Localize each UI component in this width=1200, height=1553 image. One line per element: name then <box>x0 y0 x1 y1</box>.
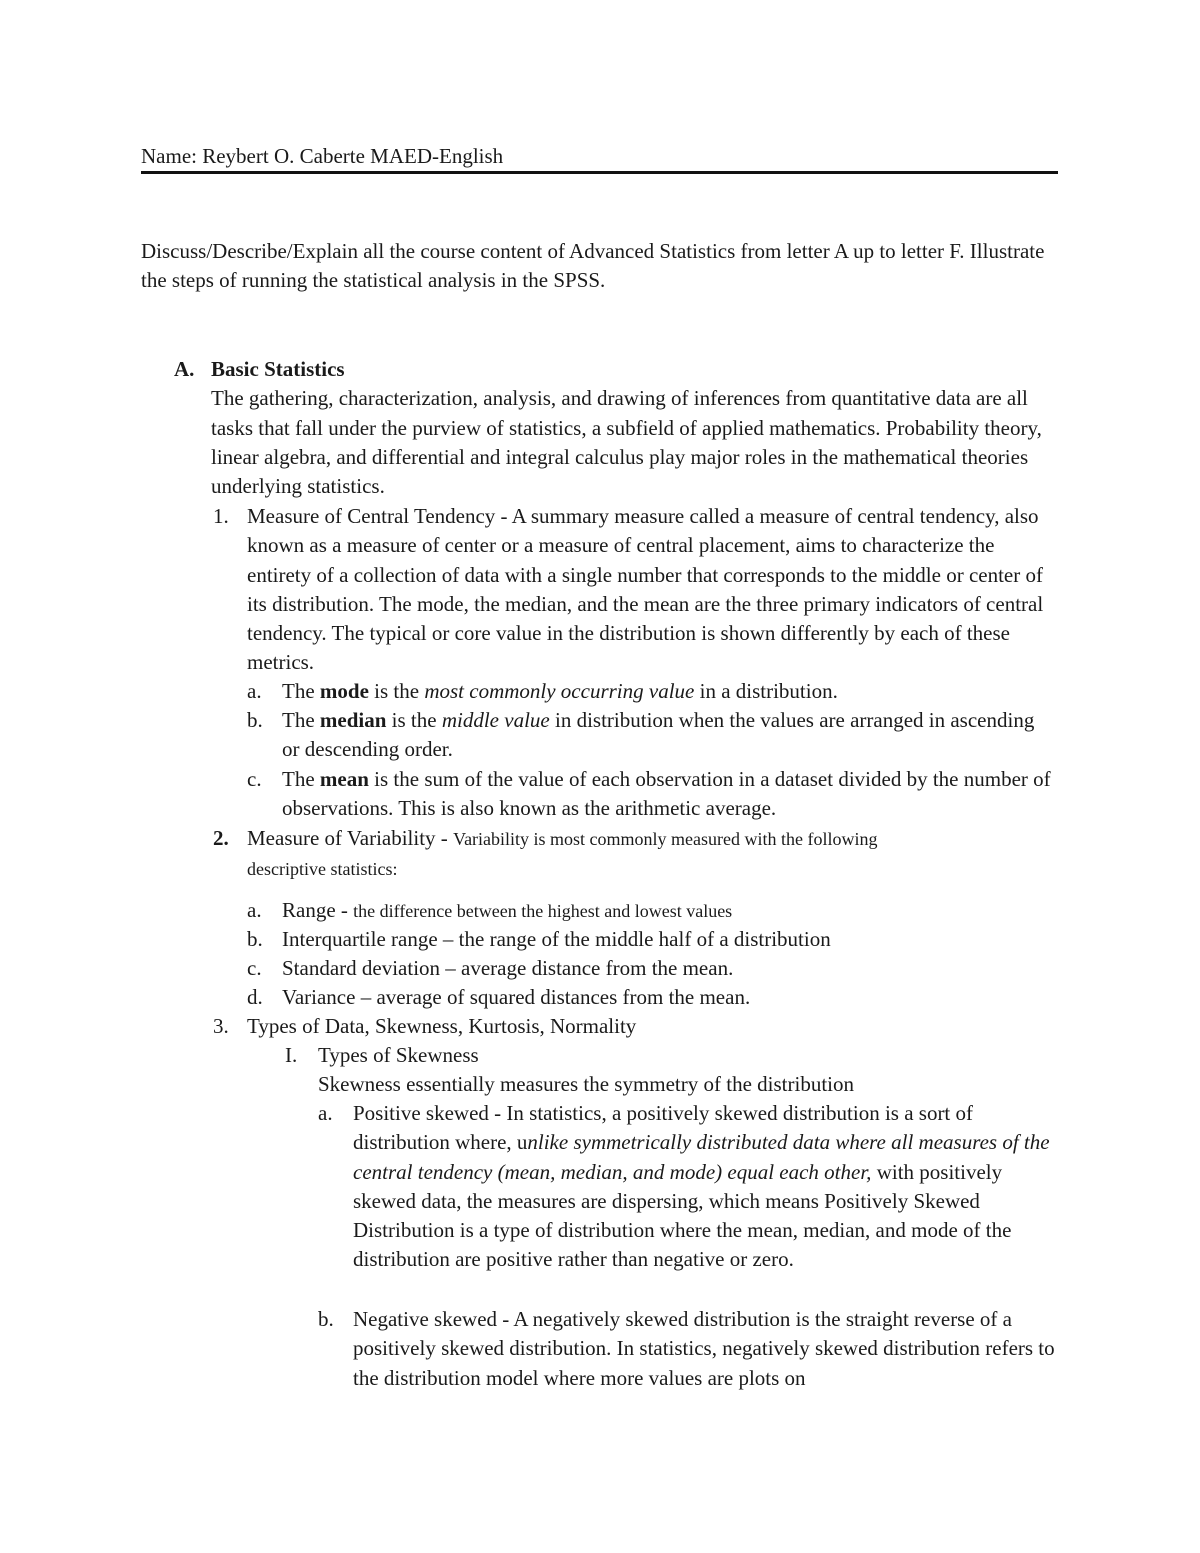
central-tendency-text: Measure of Central Tendency - A summary measure called a measure of central tendency, also known as a measure of center or a measure of central placement, aims to characterize the entirety of a collection of data with a single number that corresponds to the middle or center of its distribution. The mode, the median, and the mean are the three primary indicators of central tendency. The typical or core value in the distribution is shown differently by each of these metrics. <box>247 504 1044 675</box>
section-intro: The gathering, characterization, analysis, and drawing of inferences from quantitative data are all tasks that fall under the purview of statistics, a subfield of applied mathematics. Probability theory, linear algebra, and differential and integral calculus play major roles in the mathematical theories underlying statistics. <box>211 386 1042 499</box>
types-of-data-text: Types of Data, Skewness, Kurtosis, Normality <box>247 1014 637 1038</box>
sub-letter: d. <box>247 985 263 1009</box>
sub-letter: c. <box>247 767 262 791</box>
name-header: Name: Reybert O. Caberte MAED-English <box>141 143 1058 174</box>
section-letter: A. <box>174 357 195 381</box>
sub-letter: b. <box>318 1307 334 1331</box>
skewness-description: Skewness essentially measures the symmetry of the distribution <box>318 1072 854 1096</box>
sub-letter: b. <box>247 708 263 732</box>
sub-item-text: The median is the middle value in distribution when the values are arranged in ascending or descending order. <box>282 708 1035 762</box>
list-number: 2. <box>213 826 229 850</box>
sub-letter: b. <box>247 927 263 951</box>
sub-letter: a. <box>247 679 262 703</box>
sub-letter: c. <box>247 956 262 980</box>
section-title: Basic Statistics <box>211 357 345 381</box>
sub-item-text: Variance – average of squared distances from the mean. <box>282 985 751 1009</box>
sub-item-text: Interquartile range – the range of the middle half of a distribution <box>282 927 831 951</box>
roman-numeral: I. <box>285 1043 298 1067</box>
roman-title: Types of Skewness <box>318 1043 479 1067</box>
sub-item-text: Positive skewed - In statistics, a positively skewed distribution is a sort of distribution where, unlike symmetrically distributed data where all measures of the central tendency (mean, median, and mode) equal each other, with positively skewed data, the measures are dispersing, which means Positively Skewed Distribution is a type of distribution where the mean, median, and mode of the distribution are positive rather than negative or zero. <box>353 1101 1050 1272</box>
sub-item-text: Range - the difference between the highest and lowest values <box>282 898 733 922</box>
sub-letter: a. <box>247 898 262 922</box>
sub-letter: a. <box>318 1101 333 1125</box>
sub-item-text: Standard deviation – average distance from the mean. <box>282 956 734 980</box>
sub-item-text: The mean is the sum of the value of each observation in a dataset divided by the number of observations. This is also known as the arithmetic average. <box>282 767 1051 821</box>
sub-item-text: The mode is the most commonly occurring value in a distribution. <box>282 679 838 703</box>
instructions-paragraph: Discuss/Describe/Explain all the course content of Advanced Statistics from letter A up to letter F. Illustrate the steps of running the statistical analysis in the SPSS. <box>141 239 1045 293</box>
sub-item-text: Negative skewed - A negatively skewed distribution is the straight reverse of a positively skewed distribution. In statistics, negatively skewed distribution refers to the distribution model where more values are plots on <box>353 1307 1055 1390</box>
list-number: 1. <box>213 504 229 528</box>
variability-text: Measure of Variability - Variability is most commonly measured with the following descriptive statistics: <box>247 826 878 880</box>
list-number: 3. <box>213 1014 229 1038</box>
